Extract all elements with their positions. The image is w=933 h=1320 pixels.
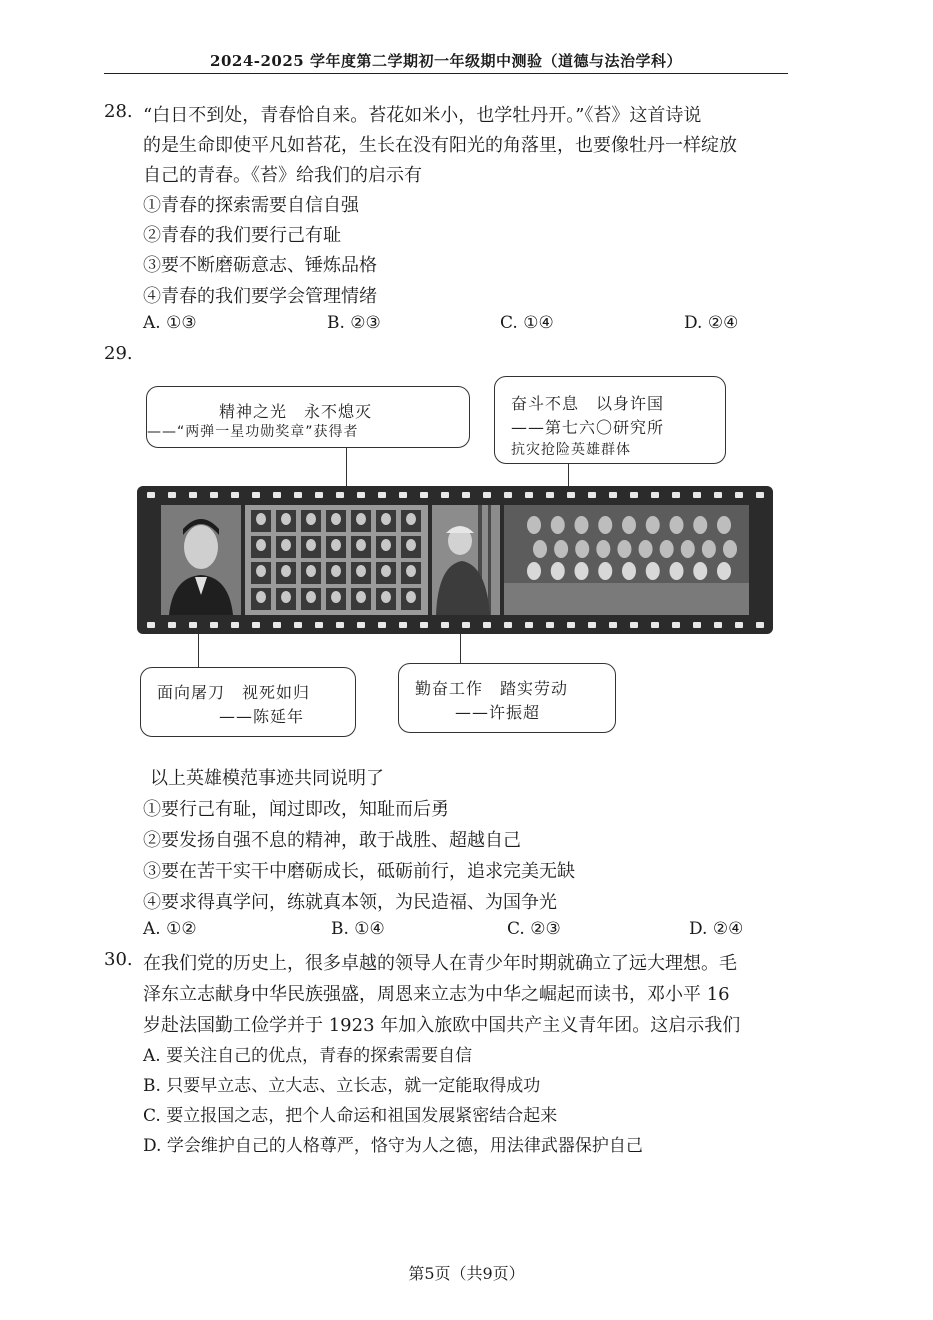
q29-statement: ③要在苦干实干中磨砺成长，砥砺前行，追求完美无缺 [143, 861, 575, 882]
film-perforation [399, 492, 407, 498]
film-perforation [231, 492, 239, 498]
film-perforation [441, 492, 449, 498]
film-perforation [315, 622, 323, 628]
callout-text: ——陈延年 [219, 707, 305, 726]
q29-prompt: 以上英雄模范事迹共同说明了 [150, 768, 384, 789]
film-perforation [651, 622, 659, 628]
q28-stem-line: 的是生命即使平凡如苔花，生长在没有阳光的角落里，也要像牡丹一样绽放 [143, 135, 737, 156]
film-perforation [147, 622, 155, 628]
callout-chen-yannian [140, 667, 356, 737]
film-perforation [294, 622, 302, 628]
film-perforation [504, 492, 512, 498]
header-rule [104, 73, 788, 74]
film-perforation [189, 492, 197, 498]
q28-stem-line: “白日不到处，青春恰自来。苔花如米小，也学牡丹开。”《苔》这首诗说 [143, 105, 702, 126]
film-perforation [651, 492, 659, 498]
callout-text: 奋斗不息 以身许国 [511, 394, 665, 413]
q30-number: 30. [104, 949, 133, 970]
film-perforation [147, 492, 155, 498]
film-perforation [483, 622, 491, 628]
film-perforation [672, 492, 680, 498]
film-perforation [693, 622, 701, 628]
q28-number: 28. [104, 101, 133, 122]
film-perforation [462, 622, 470, 628]
q29-statement: ④要求得真学问，练就真本领，为民造福、为国争光 [143, 892, 557, 913]
film-perforation [420, 492, 428, 498]
film-strip-image [137, 486, 773, 634]
film-perforation [609, 622, 617, 628]
film-perforation [567, 492, 575, 498]
page-header: 2024-2025 学年度第二学期初一年级期中测验（道德与法治学科） [210, 52, 682, 70]
film-perforation [336, 622, 344, 628]
portrait-grid-frame [245, 505, 428, 615]
film-perforation [588, 622, 596, 628]
callout-text: 勤奋工作 踏实劳动 [415, 679, 569, 698]
callout-institute-760 [494, 376, 726, 464]
film-perforation [504, 622, 512, 628]
callout-xu-zhenchao [398, 663, 616, 733]
callout-text: ——许振超 [455, 703, 541, 722]
film-perforation [357, 622, 365, 628]
q28-stem-line: 自己的青春。《苔》给我们的启示有 [143, 165, 422, 186]
film-perforation [735, 622, 743, 628]
film-perforation [168, 492, 176, 498]
q30-option-d[interactable]: D. 学会维护自己的人格尊严，恪守为人之德，用法律武器保护自己 [143, 1136, 643, 1156]
q29-option-b[interactable]: B. ①④ [331, 919, 385, 939]
q29-number: 29. [104, 343, 133, 364]
callout-text: 抗灾抢险英雄群体 [511, 442, 631, 458]
film-perforation [693, 492, 701, 498]
q28-statement: ①青春的探索需要自信自强 [143, 195, 359, 216]
film-perforation [672, 622, 680, 628]
film-perforation [525, 622, 533, 628]
page-footer: 第5页（共9页） [408, 1264, 525, 1283]
film-perforation [210, 492, 218, 498]
q28-statement: ③要不断磨砺意志、锤炼品格 [143, 255, 377, 276]
film-perforation [714, 492, 722, 498]
film-perforation [714, 622, 722, 628]
film-perforation [588, 492, 596, 498]
film-perforation [399, 622, 407, 628]
q29-option-a[interactable]: A. ①② [143, 919, 197, 939]
film-perforation [336, 492, 344, 498]
q30-option-b[interactable]: B. 只要早立志、立大志、立长志，就一定能取得成功 [143, 1076, 541, 1096]
callout-two-bombs [146, 386, 470, 448]
film-perforation [357, 492, 365, 498]
q28-option-c[interactable]: C. ①④ [500, 313, 554, 333]
film-perforation [315, 492, 323, 498]
film-perforation [252, 492, 260, 498]
q28-option-b[interactable]: B. ②③ [327, 313, 381, 333]
q28-option-a[interactable]: A. ①③ [143, 313, 197, 333]
film-perforation [756, 492, 764, 498]
film-perforation [483, 492, 491, 498]
q28-statement: ④青春的我们要学会管理情绪 [143, 286, 377, 307]
q28-statement: ②青春的我们要行己有耻 [143, 225, 341, 246]
film-perforation [630, 622, 638, 628]
film-perforation [525, 492, 533, 498]
film-perforation [567, 622, 575, 628]
callout-text: ——“两弹一星功勋奖章”获得者 [147, 424, 359, 440]
film-perforation [378, 492, 386, 498]
q30-option-a[interactable]: A. 要关注自己的优点，青春的探索需要自信 [143, 1046, 473, 1066]
film-perforation [231, 622, 239, 628]
callout-text: 精神之光 永不熄灭 [219, 402, 373, 421]
film-perforation [210, 622, 218, 628]
film-perforation [735, 492, 743, 498]
q29-option-c[interactable]: C. ②③ [507, 919, 561, 939]
film-perforation [546, 492, 554, 498]
worker-frame [432, 505, 500, 615]
film-perforation [294, 492, 302, 498]
film-perforation [462, 492, 470, 498]
film-perforation [420, 622, 428, 628]
q28-option-d[interactable]: D. ②④ [684, 313, 739, 333]
film-perforation [168, 622, 176, 628]
callout-text: 面向屠刀 视死如归 [157, 683, 311, 702]
film-perforation [273, 492, 281, 498]
callout-text: ——第七六〇研究所 [511, 418, 665, 437]
q29-option-d[interactable]: D. ②④ [689, 919, 744, 939]
q30-stem-line: 泽东立志献身中华民族强盛，周恩来立志为中华之崛起而读书，邓小平 16 [143, 984, 730, 1005]
film-perforation [378, 622, 386, 628]
film-perforation [609, 492, 617, 498]
film-perforation [756, 622, 764, 628]
film-perforation [441, 622, 449, 628]
film-perforation [189, 622, 197, 628]
film-perforation [630, 492, 638, 498]
film-perforation [252, 622, 260, 628]
q29-statement: ①要行己有耻，闻过即改，知耻而后勇 [143, 799, 449, 820]
film-perforation [273, 622, 281, 628]
q30-option-c[interactable]: C. 要立报国之志，把个人命运和祖国发展紧密结合起来 [143, 1106, 558, 1126]
q29-statement: ②要发扬自强不息的精神，敢于战胜、超越自己 [143, 830, 521, 851]
portrait-frame [161, 505, 241, 615]
q30-stem-line: 岁赴法国勤工俭学并于 1923 年加入旅欧中国共产主义青年团。这启示我们 [143, 1015, 741, 1036]
film-perforation [546, 622, 554, 628]
group-photo-frame [504, 505, 749, 615]
q30-stem-line: 在我们党的历史上，很多卓越的领导人在青少年时期就确立了远大理想。毛 [143, 953, 737, 974]
